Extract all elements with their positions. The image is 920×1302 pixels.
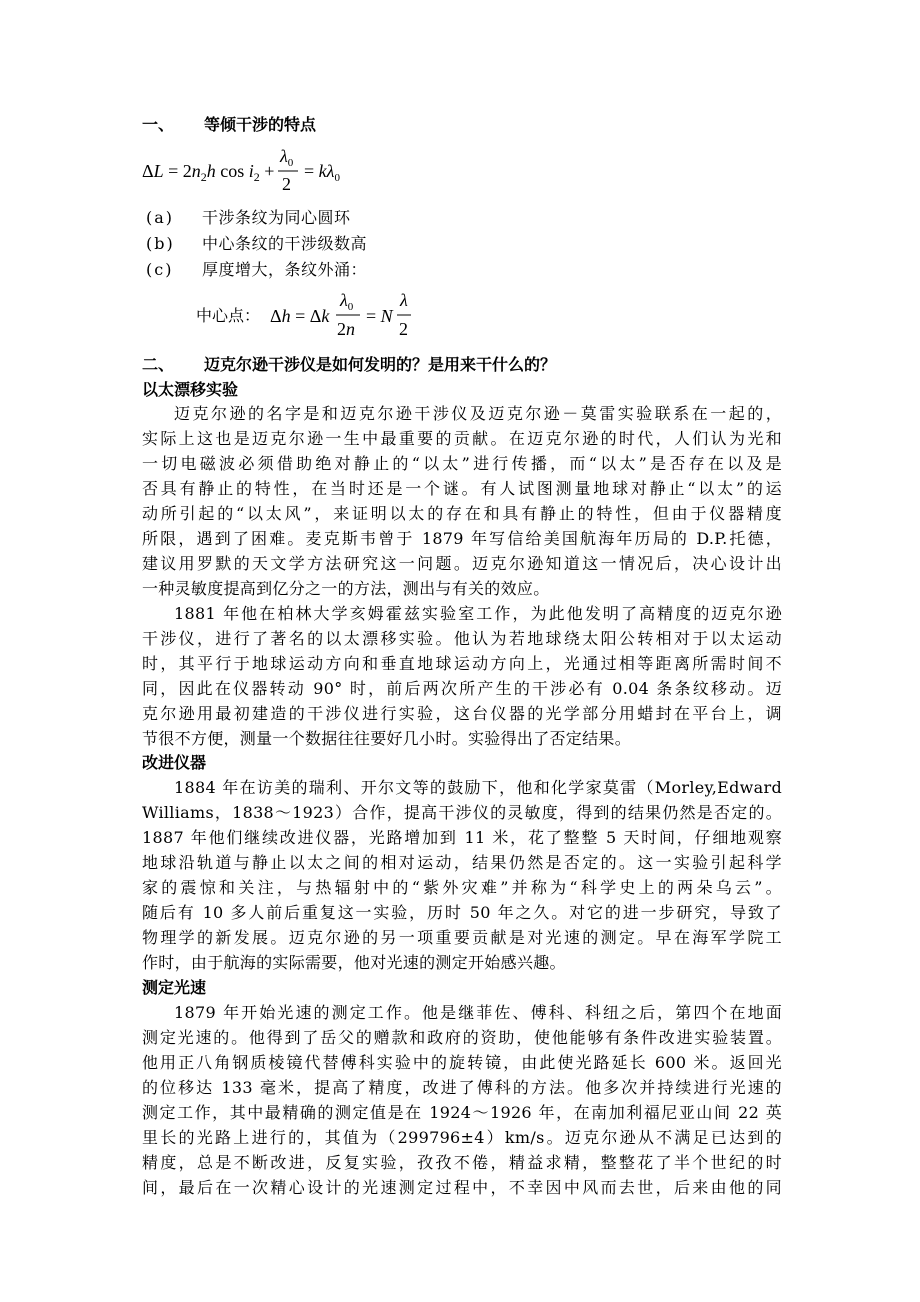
- item-label: (c): [146, 260, 174, 279]
- section2-number: 二、: [142, 355, 175, 374]
- paragraph-line: 否具有静止的特性，在当时还是一个谜。有人试图测量地球对静止“以太”的运: [142, 479, 782, 498]
- paragraph-line: 的位移达 133 毫米，提高了精度，改进了傅科的方法。他多次并持续进行光速的: [142, 1078, 782, 1097]
- item-text: 厚度增大，条纹外涌：: [202, 260, 368, 279]
- svg-text:λ0: $\lambda_0$: [340, 290, 354, 313]
- paragraph-line: 作时，由于航海的实际需要，他对光速的测定开始感兴趣。: [142, 953, 566, 972]
- svg-text:ΔL = 2n2h cos i2 +: $\Delta L = 2n_2h$ $\cos i_2$ +: [142, 161, 275, 184]
- paragraph-line: 迈克尔逊的名字是和迈克尔逊干涉仪及迈克尔逊－莫雷实验联系在一起的，: [174, 404, 782, 423]
- svg-text:= N: = N: [366, 306, 393, 326]
- paragraph-line: 测定光速的。他得到了岳父的赠款和政府的资助，使他能够有条件改进实验装置。: [142, 1028, 782, 1047]
- paragraph-line: 1879 年开始光速的测定工作。他是继菲佐、傅科、科纽之后，第四个在地面: [174, 1003, 782, 1022]
- paragraph-line: 克尔逊用最初建造的干涉仪进行实验，这台仪器的光学部分用蜡封在平台上，调: [142, 704, 782, 723]
- paragraph-line: 随后有 10 多人前后重复这一实验，历时 50 年之久。对它的进一步研究，导致了: [142, 903, 782, 922]
- svg-text:2: 2: [399, 319, 408, 339]
- section2-heading: [142, 355, 556, 375]
- paragraph-line: 家的震惊和关注，与热辐射中的“紫外灾难”并称为“科学史上的两朵乌云”。: [142, 878, 782, 897]
- paragraph-line: 1884 年在访美的瑞利、开尔文等的鼓励下，他和化学家莫雷（Morley,Edward: [174, 778, 782, 797]
- paragraph-line: 所限，遇到了困难。麦克斯韦曾于 1879 年写信给美国航海年历局的 D.P.托德，: [142, 529, 782, 548]
- paragraph-line: 建议用罗默的天文学方法研究这一问题。迈克尔逊知道这一情况后，决心设计出: [142, 554, 782, 573]
- section1-title: 等倾干涉的特点: [204, 115, 317, 134]
- paragraph-line: 测定工作，其中最精确的测定值是在 1924～1926 年，在南加利福尼亚山间 22 英: [142, 1103, 782, 1122]
- section2-title: 迈克尔逊干涉仪是如何发明的？是用来干什么的？: [204, 355, 557, 374]
- paragraph-line: 里长的光路上进行的，其值为（299796±4）km/s。迈克尔逊从不满足已达到的: [142, 1128, 782, 1147]
- svg-text:λ0: $\lambda_0$: [280, 146, 294, 169]
- paragraph-line: 1881 年他在柏林大学亥姆霍兹实验室工作，为此他发明了高精度的迈克尔逊: [174, 604, 782, 623]
- formula-path-difference: [140, 146, 360, 196]
- paragraph-line: Williams，1838～1923）合作，提高干涉仪的灵敏度，得到的结果仍然是否定的。: [142, 803, 782, 822]
- paragraph-line: 一种灵敏度提高到亿分之一的方法，测出与有关的效应。: [142, 579, 550, 598]
- paragraph-line: 精度，总是不断改进，反复实验，孜孜不倦，精益求精，整整花了半个世纪的时: [142, 1153, 782, 1172]
- item-label: (a): [146, 208, 175, 227]
- paragraph-line: 同，因此在仪器转动 90° 时，前后两次所产生的干涉必有 0.04 条条纹移动。迈: [142, 679, 782, 698]
- svg-text:λ: λ: [400, 290, 408, 310]
- list-item: [146, 234, 367, 254]
- subheading-improve-instrument: 改进仪器: [142, 753, 207, 772]
- formula-center-point: [268, 288, 418, 344]
- list-item: [146, 260, 367, 280]
- paragraph-line: 间，最后在一次精心设计的光速测定过程中，不幸因中风而去世，后来由他的同: [142, 1178, 782, 1197]
- paragraph-line: 物理学的新发展。迈克尔逊的另一项重要贡献是对光速的测定。早在海军学院工: [142, 928, 782, 947]
- paragraph-line: 节很不方便，测量一个数据往往要好几小时。实验得出了否定结果。: [142, 729, 632, 748]
- svg-text:2: 2: [282, 174, 291, 194]
- paragraph-line: 干涉仪，进行了著名的以太漂移实验。他认为若地球绕太阳公转相对于以太运动: [142, 629, 782, 648]
- item-text: 中心条纹的干涉级数高: [202, 234, 368, 253]
- paragraph-line: 1887 年他们继续改进仪器，光路增加到 11 米，花了整整 5 天时间，仔细地观察: [142, 828, 782, 847]
- svg-text:= kλ0: = $k\lambda_0$: [304, 161, 340, 184]
- svg-text:2n: 2n: [337, 319, 355, 339]
- item-label: (b): [146, 234, 175, 253]
- subheading-speed-of-light: 测定光速: [142, 978, 207, 997]
- section1-heading: [142, 115, 316, 135]
- paragraph-line: 一切电磁波必须借助绝对静止的“以太”进行传播，而“以太”是否存在以及是: [142, 454, 782, 473]
- svg-text:Δh = Δk: Δh = Δk: [270, 306, 330, 326]
- paragraph-line: 地球沿轨道与静止以太之间的相对运动，结果仍然是否定的。这一实验引起科学: [142, 853, 782, 872]
- paragraph-line: 实际上这也是迈克尔逊一生中最重要的贡献。在迈克尔逊的时代，人们认为光和: [142, 429, 782, 448]
- center-point-label: 中心点：: [196, 306, 261, 325]
- paragraph-line: 动所引起的“以太风”，来证明以太的存在和具有静止的特性，但由于仪器精度: [142, 504, 782, 523]
- subheading-ether-drift: 以太漂移实验: [142, 380, 239, 399]
- item-text: 干涉条纹为同心圆环: [202, 208, 351, 227]
- paragraph-line: 时，其平行于地球运动方向和垂直地球运动方向上，光通过相等距离所需时间不: [142, 654, 782, 673]
- list-item: [146, 208, 351, 228]
- paragraph-line: 他用正八角钢质棱镜代替傅科实验中的旋转镜，由此使光路延长 600 米。返回光: [142, 1053, 782, 1072]
- section1-number: 一、: [142, 115, 175, 134]
